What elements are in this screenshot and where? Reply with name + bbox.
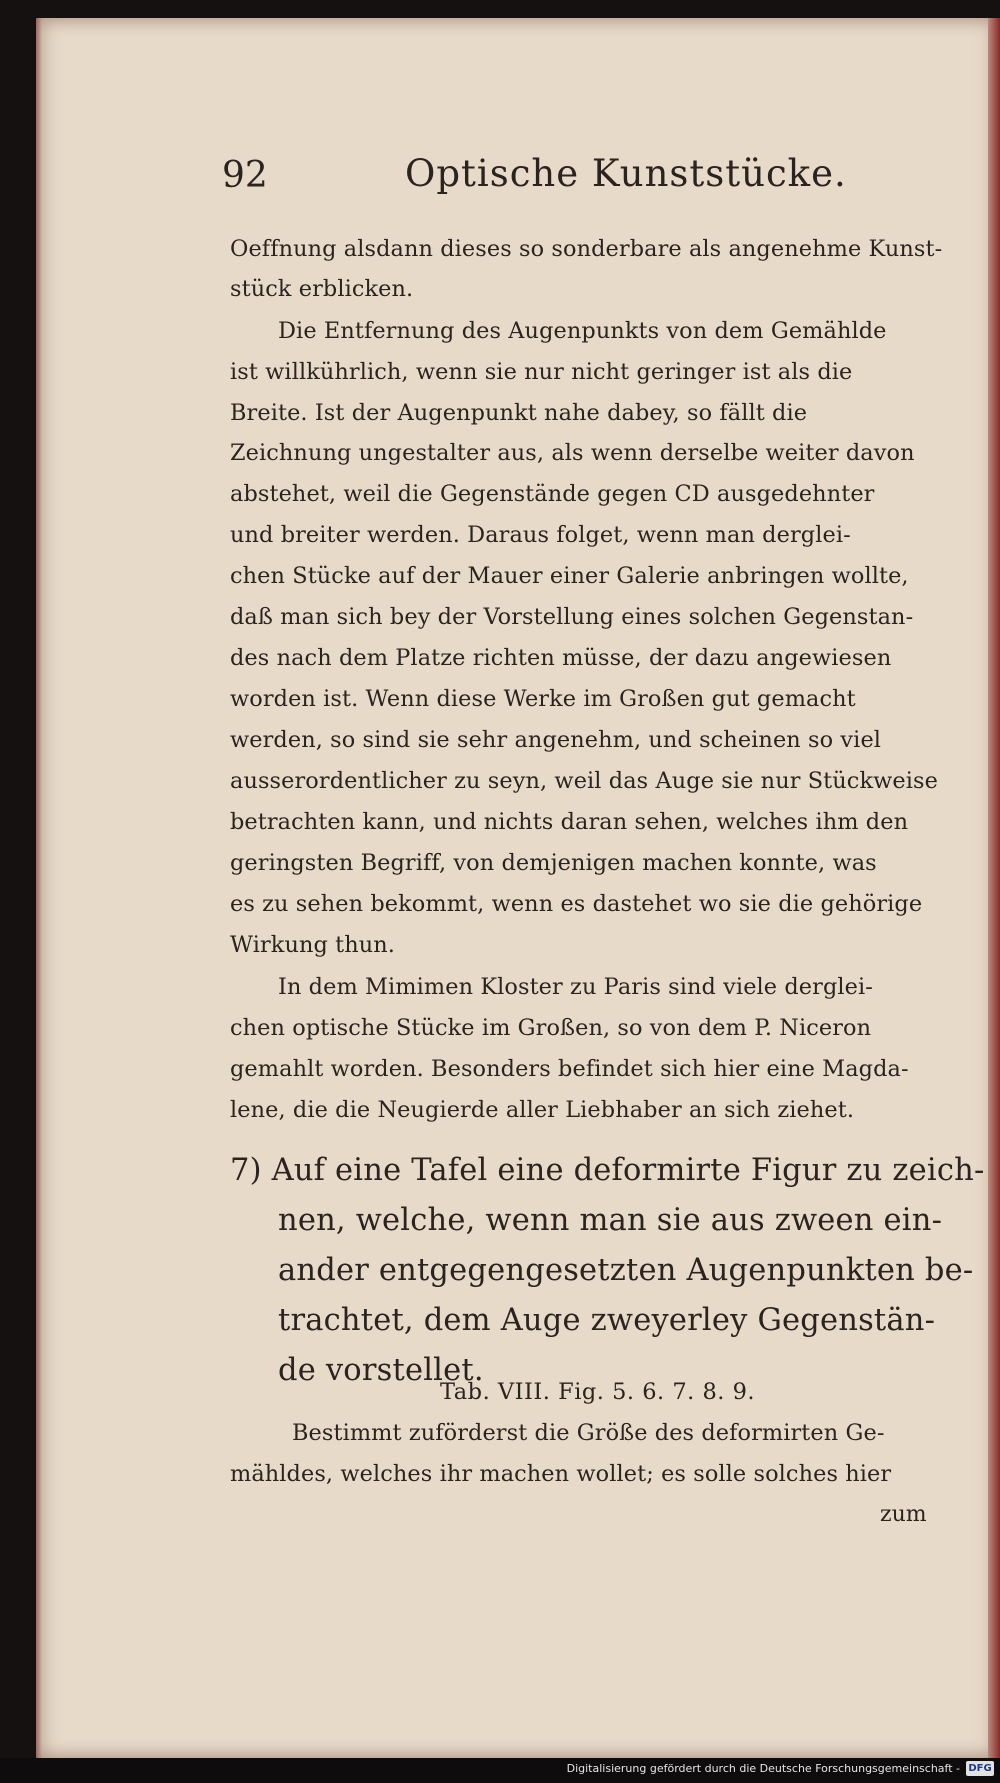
body-line: lene, die die Neugierde aller Liebhaber an sich ziehet. — [230, 1097, 855, 1123]
section-heading-line: de vorstellet. — [278, 1353, 484, 1388]
body-line: stück erblicken. — [230, 276, 414, 302]
section-heading-line: 7) Auf eine Tafel eine deformirte Figur zu zeich- — [230, 1153, 985, 1188]
body-line: gemahlt worden. Besonders befindet sich hier eine Magda- — [230, 1056, 909, 1082]
body-line: werden, so sind sie sehr angenehm, und scheinen so viel — [230, 727, 882, 753]
body-line: und breiter werden. Daraus folget, wenn man derglei- — [230, 522, 851, 548]
body-line: Oeffnung alsdann dieses so sonderbare als angenehme Kunst- — [230, 236, 943, 262]
body-line: betrachten kann, und nichts daran sehen, welches ihm den — [230, 809, 909, 835]
body-line: Breite. Ist der Augenpunkt nahe dabey, so fällt die — [230, 400, 808, 426]
body-line: In dem Mimimen Kloster zu Paris sind viele derglei- — [278, 974, 873, 1000]
paper-left-edge — [36, 18, 42, 1758]
body-line: chen Stücke auf der Mauer einer Galerie anbringen wollte, — [230, 563, 909, 589]
body-line: daß man sich bey der Vorstellung eines solchen Gegenstan- — [230, 604, 914, 630]
body-line: ist willkührlich, wenn sie nur nicht geringer ist als die — [230, 359, 853, 385]
section-heading-line: ander entgegengesetzten Augenpunkten be- — [278, 1253, 974, 1288]
body-line: abstehet, weil die Gegenstände gegen CD ausgedehnter — [230, 481, 875, 507]
dfg-logo: DFG — [966, 1761, 994, 1776]
body-line: geringsten Begriff, von demjenigen machen konnte, was — [230, 850, 877, 876]
page-number: 92 — [222, 155, 268, 196]
body-line: Bestimmt zuförderst die Größe des deformirten Ge- — [292, 1420, 885, 1446]
running-head: Optische Kunststücke. — [405, 152, 847, 195]
section-heading-line: nen, welche, wenn man sie aus zween ein- — [278, 1203, 943, 1238]
body-line: Wirkung thun. — [230, 932, 396, 958]
body-line: mähldes, welches ihr machen wollet; es solle solches hier — [230, 1461, 892, 1487]
red-page-edge — [988, 18, 1000, 1758]
catchword: zum — [880, 1502, 927, 1527]
body-line: des nach dem Platze richten müsse, der dazu angewiesen — [230, 645, 892, 671]
body-line: Die Entfernung des Augenpunkts von dem Gemählde — [278, 318, 887, 344]
section-heading-line: trachtet, dem Auge zweyerley Gegenstän- — [278, 1303, 936, 1338]
paper-leaf — [36, 18, 1000, 1758]
body-line: ausserordentlicher zu seyn, weil das Auge sie nur Stückweise — [230, 768, 938, 794]
body-line: es zu sehen bekommt, wenn es dastehet wo sie die gehörige — [230, 891, 923, 917]
body-line: Zeichnung ungestalter aus, als wenn derselbe weiter davon — [230, 440, 915, 466]
body-line: chen optische Stücke im Großen, so von dem P. Niceron — [230, 1015, 872, 1041]
body-line: worden ist. Wenn diese Werke im Großen gut gemacht — [230, 686, 856, 712]
digitization-credit: Digitalisierung gefördert durch die Deutsche Forschungsgemeinschaft - — [566, 1762, 960, 1775]
figure-reference: Tab. VIII. Fig. 5. 6. 7. 8. 9. — [440, 1379, 756, 1405]
